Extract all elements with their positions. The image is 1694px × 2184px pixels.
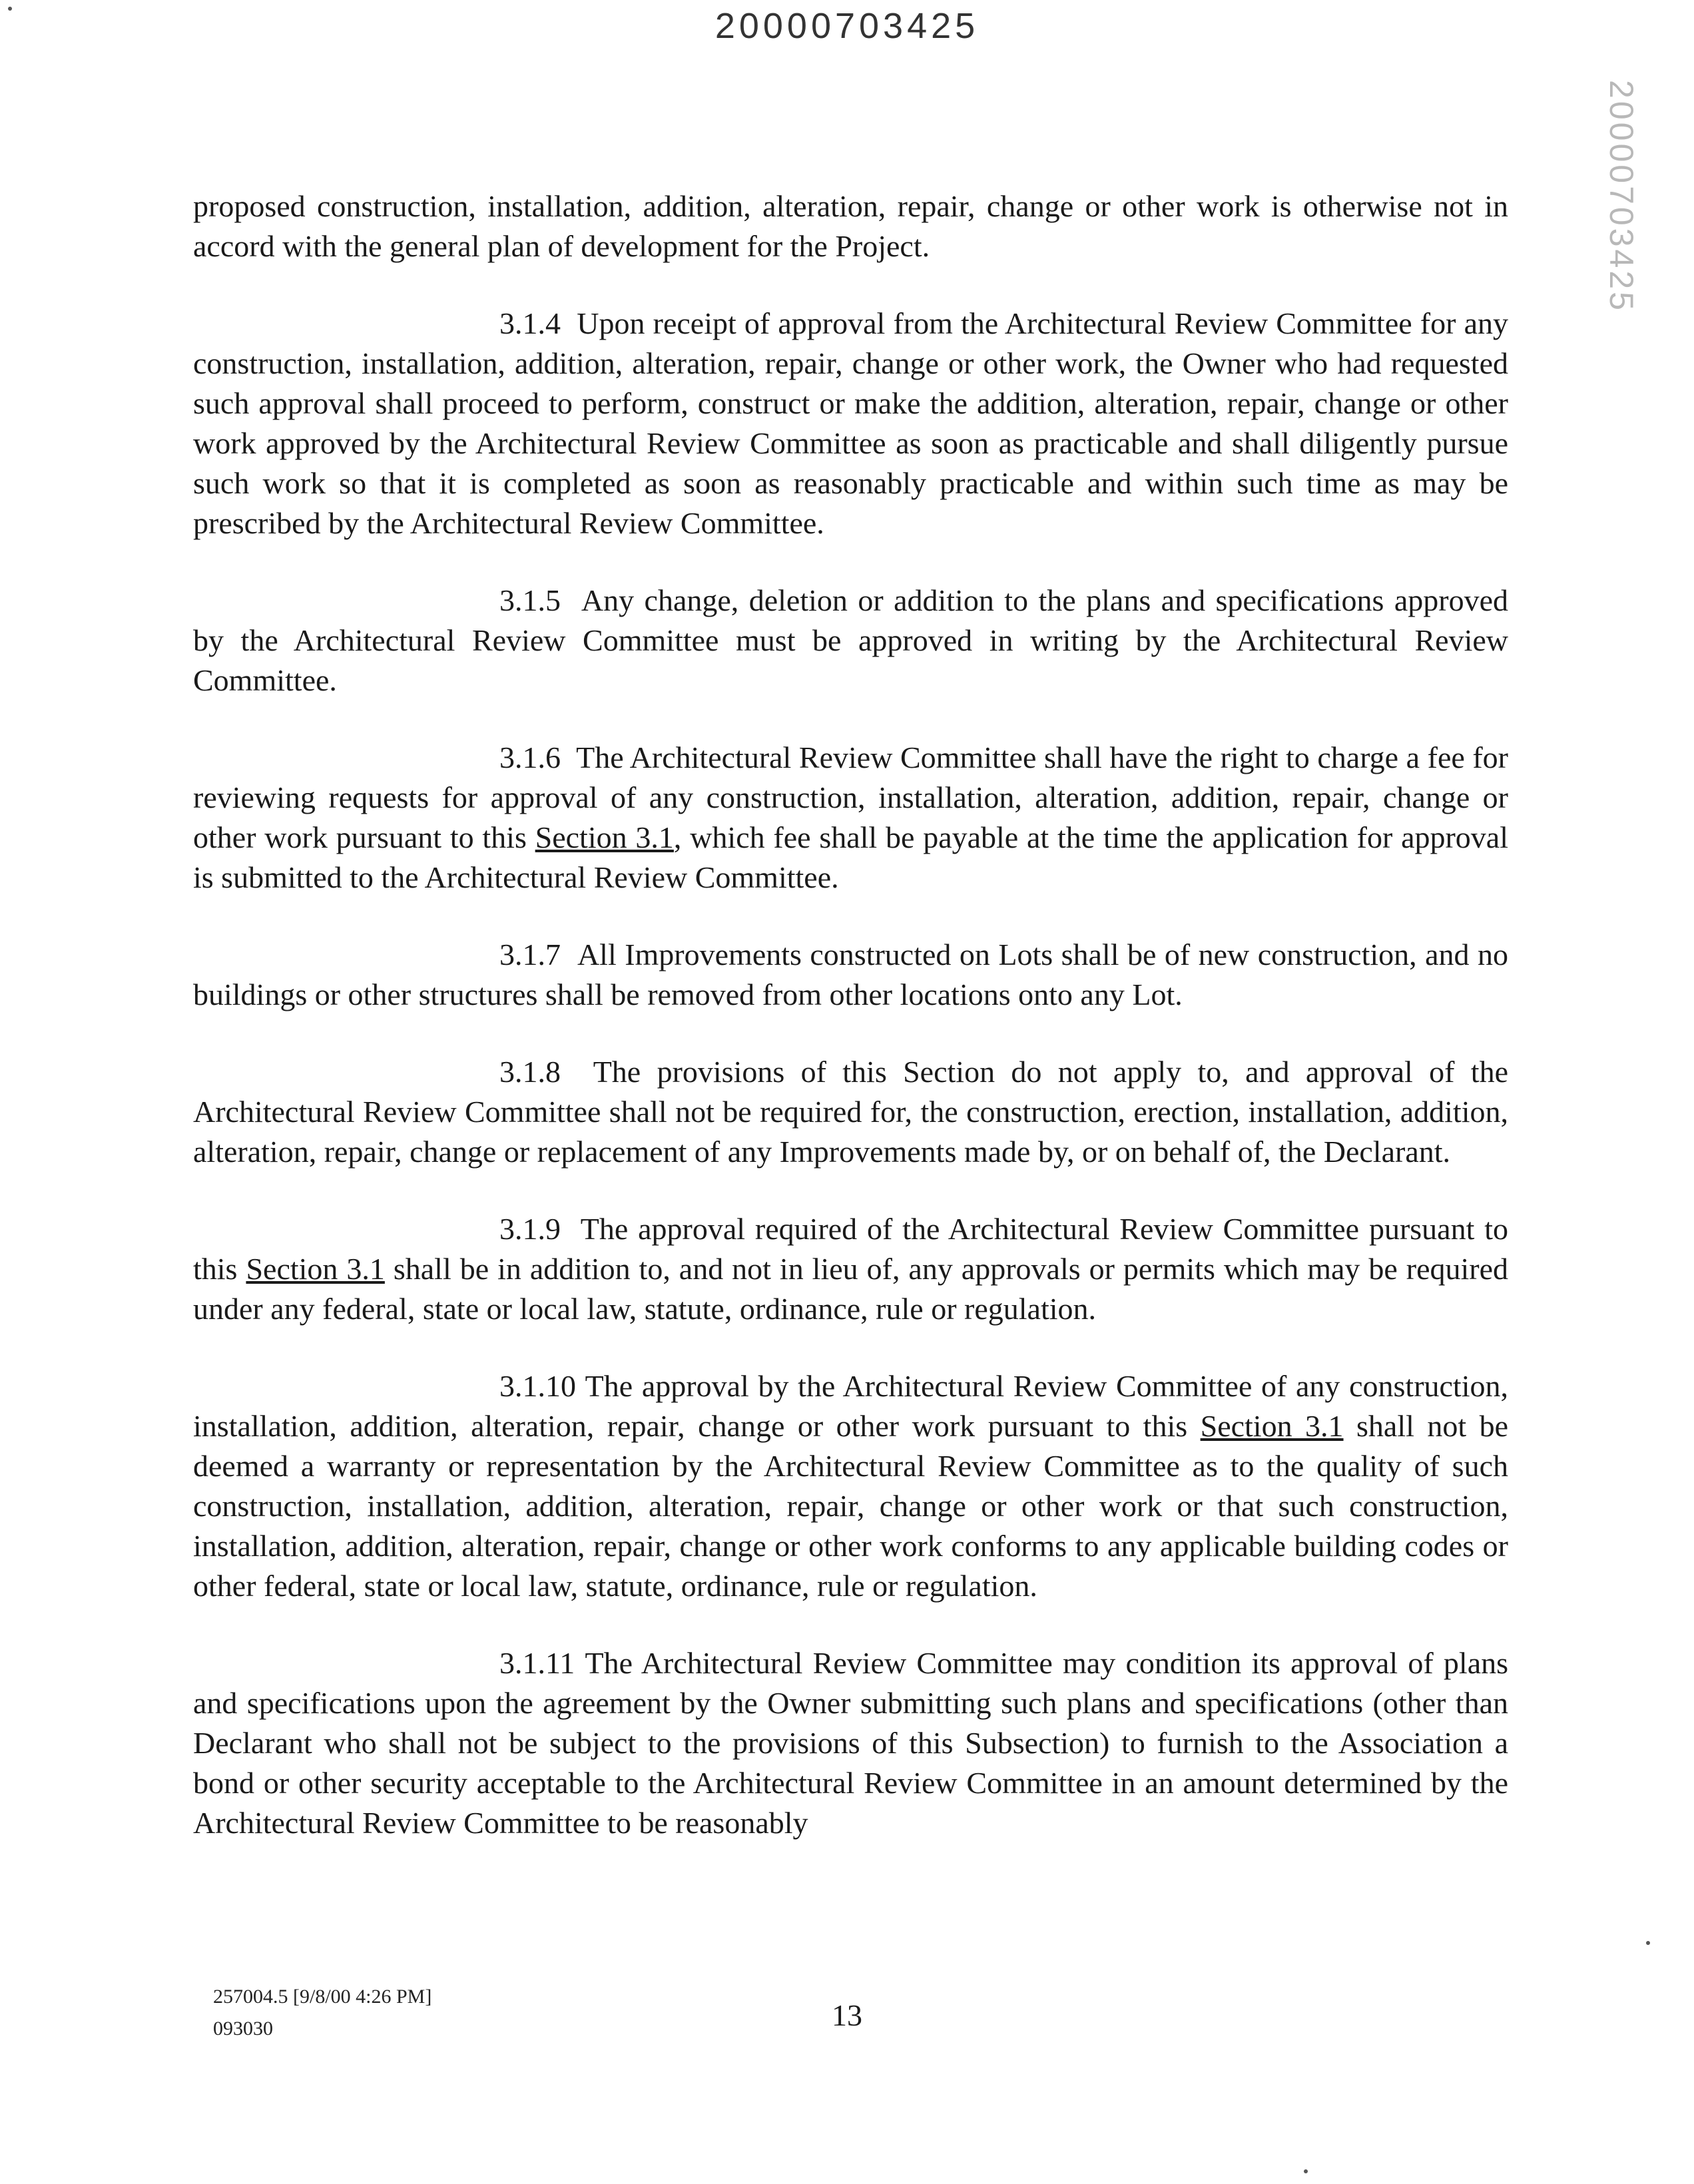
side-stamp-text: 20000703425 <box>1603 80 1640 313</box>
section-number: 3.1.9 <box>499 1212 561 1246</box>
paragraph-text: The provisions of this Section do not apply to, and approval of the Architectural Review Committee shall not be required for, the construction, erection, installation, addition, alteration, repair, change or replacement of any Improvements made by, or on behalf of, the Declarant. <box>193 1055 1508 1169</box>
section-number: 3.1.8 <box>499 1055 561 1089</box>
paragraph-3-1-7 <box>193 935 1508 1015</box>
scan-speck <box>1646 1941 1650 1945</box>
section-number: 3.1.10 <box>499 1369 576 1403</box>
section-number: 3.1.7 <box>499 938 561 971</box>
section-number: 3.1.6 <box>499 740 561 774</box>
scan-speck <box>8 7 12 11</box>
paragraph-text: Any change, deletion or addition to the plans and specifications approved by the Architectural Review Committee must be approved in writing by the Architectural Review Committee. <box>193 583 1509 697</box>
paragraph-text: The Architectural Review Committee may condition its approval of plans and specifications upon the agreement by the Owner submitting such plans and specifications (other than Declarant who shall not be subject to the provisions of this Subsection) to furnish to the Association a bond or other security acceptable to the Architectural Review Committee in an amount determined by the Architectural Review Committee to be reasonably <box>193 1646 1509 1840</box>
section-number: 3.1.11 <box>499 1646 575 1680</box>
document-body <box>193 186 1508 1880</box>
section-number: 3.1.4 <box>499 306 561 340</box>
paragraph-3-1-6 <box>193 738 1508 898</box>
paragraph-text: proposed construction, installation, addition, alteration, repair, change or other work is otherwise not in accord with the general plan of development for the Project. <box>193 189 1508 263</box>
paragraph-text: The approval by the Architectural Review Committee of any construction, installation, addition, alteration, repair, change or other work pursuant to this <box>193 1369 1508 1443</box>
footer-client-code: 093030 <box>213 2018 273 2040</box>
page-number: 13 <box>832 1998 862 2032</box>
paragraph-3-1-10 <box>193 1366 1508 1606</box>
paragraph-3-1-11 <box>193 1643 1508 1843</box>
paragraph-text: shall be in addition to, and not in lieu of, any approvals or permits which may be required under any federal, state or local law, statute, ordinance, rule or regulation. <box>193 1252 1509 1326</box>
section-reference: Section 3.1 <box>535 820 674 854</box>
paragraph-text: The Architectural Review Committee shall have the right to charge a fee for reviewing requests for approval of any construction, installation, alteration, addition, repair, change or other work pursuant to this <box>193 740 1509 854</box>
paragraph-text: shall not be deemed a warranty or representation by the Architectural Review Committee as to the quality of such construction, installation, addition, alteration, repair, change or other work or that such construction, installation, addition, alteration, repair, change or other work conforms to any applicable building codes or other federal, state or local law, statute, ordinance, rule or regulation. <box>193 1409 1508 1603</box>
paragraph-text: The approval required of the Architectural Review Committee pursuant to this <box>193 1212 1509 1286</box>
paragraph-continuation <box>193 186 1508 266</box>
paragraph-3-1-4 <box>193 304 1508 543</box>
paragraph-text: Upon receipt of approval from the Architectural Review Committee for any construction, installation, addition, alteration, repair, change or other work, the Owner who had requested such approval shall proceed to perform, construct or make the addition, alteration, repair, change or other work approved by the Architectural Review Committee as soon as practicable and shall diligently pursue such work so that it is completed as soon as reasonably practicable and within such time as may be prescribed by the Architectural Review Committee. <box>193 306 1508 540</box>
scan-speck <box>1304 2169 1308 2173</box>
footer-doc-code: 257004.5 [9/8/00 4:26 PM] <box>213 1986 432 2008</box>
paragraph-3-1-9 <box>193 1209 1508 1329</box>
section-number: 3.1.5 <box>499 583 561 617</box>
section-reference: Section 3.1 <box>246 1252 385 1286</box>
paragraph-text: All Improvements constructed on Lots shall be of new construction, and no buildings or other structures shall be removed from other locations onto any Lot. <box>193 938 1509 1011</box>
section-reference: Section 3.1 <box>1200 1409 1344 1443</box>
paragraph-3-1-5 <box>193 581 1508 700</box>
side-stamp <box>1591 80 1651 313</box>
document-number: 20000703425 <box>714 6 980 46</box>
paragraph-text: , which fee shall be payable at the time the application for approval is submitted to the Architectural Review Committee. <box>193 820 1508 894</box>
paragraph-3-1-8 <box>193 1052 1508 1172</box>
